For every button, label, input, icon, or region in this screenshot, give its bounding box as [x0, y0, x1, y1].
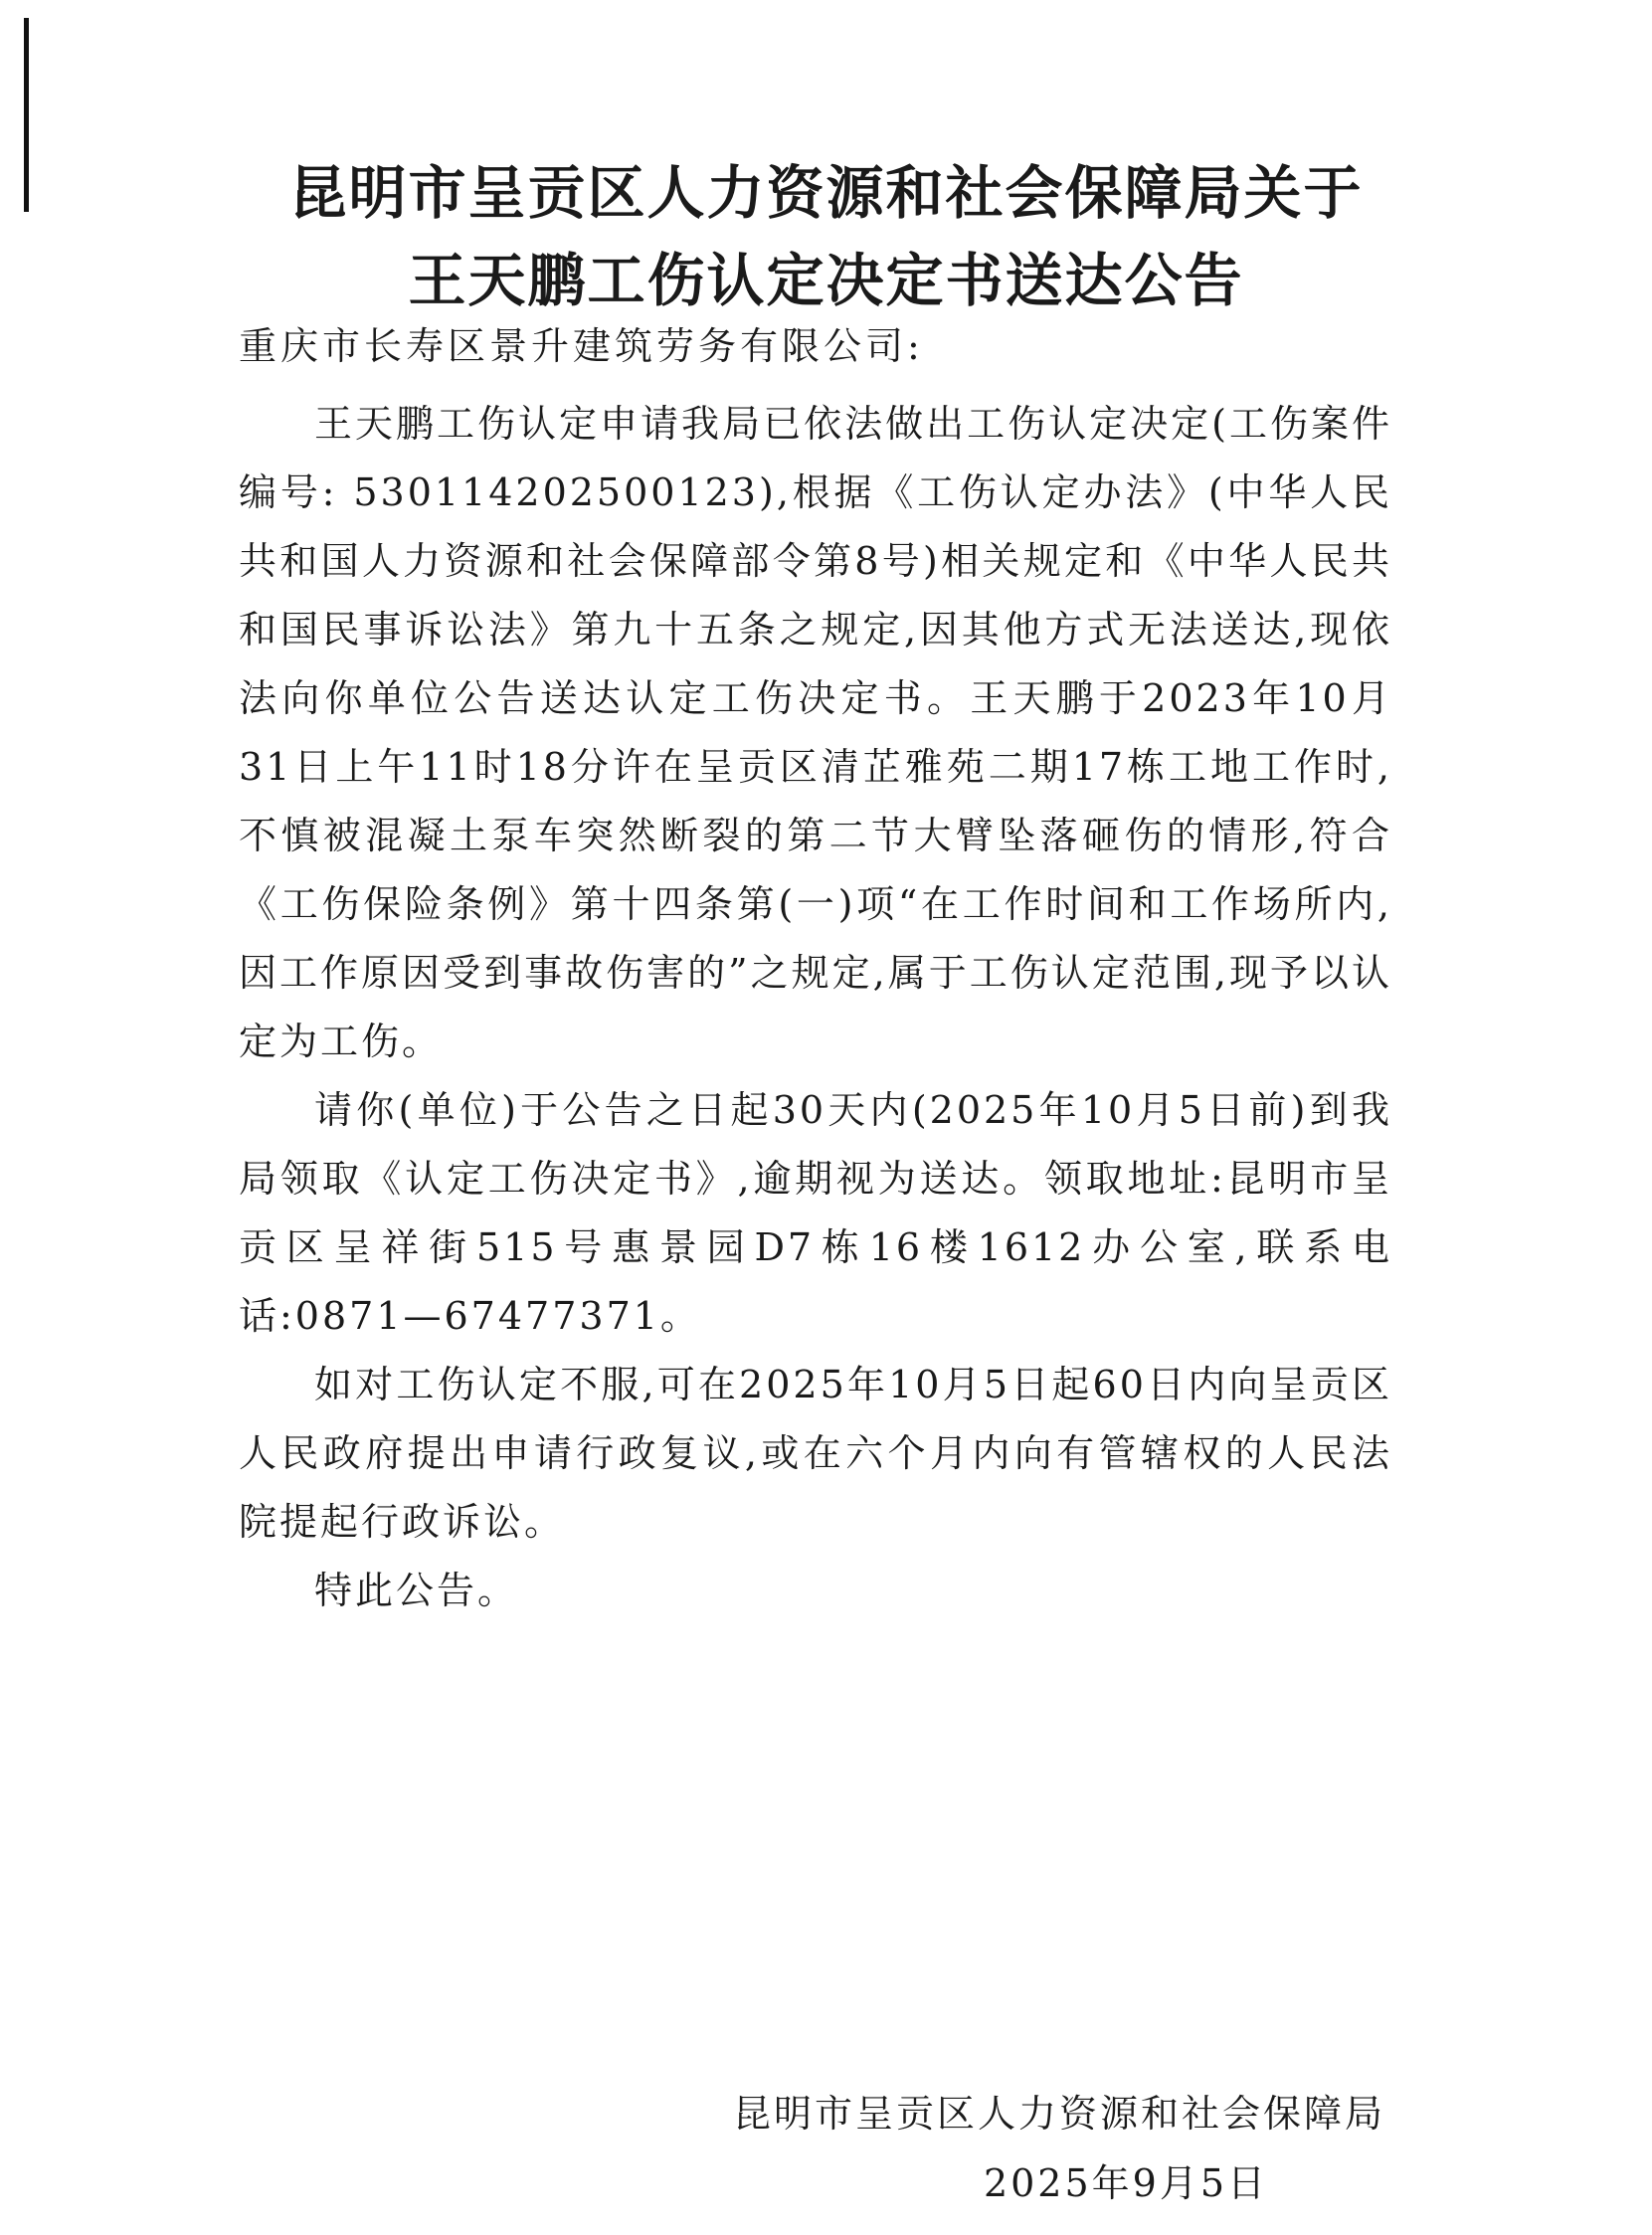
notice-title: [159, 149, 1493, 324]
scan-edge-mark: [24, 18, 29, 212]
title-line-1: 昆明市呈贡区人力资源和社会保障局关于: [288, 159, 1364, 227]
issue-date: 2025年9月5日: [983, 2161, 1268, 2205]
signature-block: [689, 2079, 1385, 2218]
issuer-name: 昆明市呈贡区人力资源和社会保障局: [732, 2092, 1385, 2136]
title-line-2: 王天鹏工伤认定决定书送达公告: [408, 247, 1244, 314]
paragraph-appeal: 如对工伤认定不服,可在2025年10月5日起60日内向呈贡区人民政府提出申请行政复议,或在六个月内向有管辖权的人民法院提起行政诉讼。: [239, 1363, 1392, 1544]
paragraph-closing: 特此公告。: [314, 1569, 519, 1612]
paragraph-collection: 请你(单位)于公告之日起30天内(2025年10月5日前)到我局领取《认定工伤决定书》,逾期视为送达。领取地址:昆明市呈贡区呈祥街515号惠景园D7栋16楼1612办公室,联系电话:0871—67477371。: [239, 1088, 1392, 1338]
notice-body: [239, 390, 1392, 1625]
recipient: 重庆市长寿区景升建筑劳务有限公司:: [239, 324, 924, 368]
paragraph-decision: 王天鹏工伤认定申请我局已依法做出工伤认定决定(工伤案件编号: 530114202500123),根据《工伤认定办法》(中华人民共和国人力资源和社会保障部令第8号)相关规定和《中华人民共和国民事诉讼法》第九十五条之规定,因其他方式无法送达,现依法向你单位公告送达认定工伤决定书。王天鹏于2023年10月31日上午11时18分许在呈贡区清芷雅苑二期17栋工地工作时,不慎被混凝土泵车突然断裂的第二节大臂坠落砸伤的情形,符合《工伤保险条例》第十四条第(一)项“在工作时间和工作场所内,因工作原因受到事故伤害的”之规定,属于工伤认定范围,现予以认定为工伤。: [239, 402, 1392, 1063]
